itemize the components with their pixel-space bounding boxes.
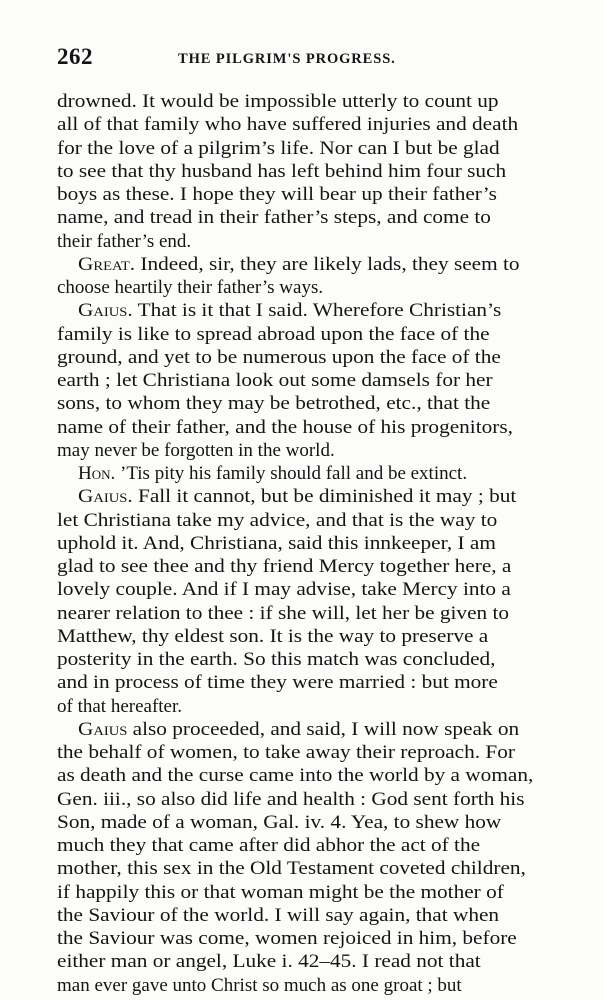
line-text: the Saviour was come, women rejoiced in him, before [57, 928, 517, 949]
line-text: for the love of a pilgrim’s life. Nor can I but be glad [57, 137, 500, 159]
text-line [57, 183, 497, 206]
text-line [57, 346, 501, 369]
text-line [78, 485, 516, 508]
text-line [57, 555, 511, 578]
line-text: ’Tis pity his family should fall and be extinct. [115, 463, 468, 484]
book-title: THE PILGRIM'S PROGRESS. [178, 51, 396, 67]
line-text: Indeed, sir, they are likely lads, they seem to [135, 253, 520, 275]
text-line [57, 160, 506, 183]
speaker-name: Hon. [78, 463, 116, 484]
text-line [57, 695, 182, 718]
text-line [57, 369, 493, 392]
line-text: glad to see thee and thy friend Mercy together here, a [57, 556, 512, 577]
line-text: all of that family who have suffered injuries and death [57, 114, 519, 136]
line-text: either man or angel, Luke i. 42–45. I read not that [57, 951, 481, 973]
line-text: mother, this sex in the Old Testament coveted children, [57, 858, 526, 880]
text-line [57, 578, 511, 601]
line-text: That is it that I said. Wherefore Christian’s [132, 300, 502, 322]
text-line [57, 416, 513, 439]
text-line [57, 392, 490, 415]
speaker-name: Gaius [78, 718, 128, 740]
line-text: family is like to spread abroad upon the face of the [57, 323, 490, 345]
line-text: nearer relation to thee : if she will, let her be given to [57, 602, 510, 624]
line-text: and in process of time they were married : but more [57, 672, 498, 694]
line-text: posterity in the earth. So this match was concluded, [57, 649, 496, 670]
line-text: boys as these. I hope they will bear up their father’s [57, 184, 497, 205]
line-text: drowned. It would be impossible utterly to count up [57, 91, 499, 112]
line-text: earth ; let Christiana look out some damsels for her [57, 370, 493, 391]
text-line [57, 927, 517, 950]
line-text: to see that thy husband has left behind him four such [57, 160, 507, 182]
text-line [57, 648, 496, 671]
page-number: 262 [57, 44, 93, 69]
text-line [57, 602, 509, 625]
line-text: Son, made of a woman, Gal. iv. 4. Yea, to shew how [57, 811, 502, 833]
line-text: of that hereafter. [57, 695, 183, 717]
line-text: uphold it. And, Christiana, said this innkeeper, I am [57, 532, 496, 554]
text-line [57, 509, 497, 532]
text-line [78, 718, 519, 741]
line-text: Gen. iii., so also did life and health : God sent forth his [57, 788, 525, 810]
text-line [57, 230, 191, 253]
text-line [78, 462, 467, 485]
line-text: may never be forgotten in the world. [57, 439, 335, 461]
line-text: ground, and yet to be numerous upon the face of the [57, 346, 501, 368]
line-text: also proceeded, and said, I will now speak on [127, 718, 520, 740]
text-line [78, 253, 520, 276]
line-text: name of their father, and the house of his progenitors, [57, 416, 513, 438]
line-text: Matthew, thy eldest son. It is the way to preserve a [57, 625, 489, 647]
line-text: Fall it cannot, but be diminished it may ; but [132, 486, 517, 508]
line-text: their father’s end. [57, 230, 192, 252]
line-text: the behalf of women, to take away their reproach. For [57, 742, 515, 763]
line-text: the Saviour of the world. I will say again, that when [57, 904, 500, 926]
text-line [57, 741, 515, 764]
speaker-name: Great. [78, 253, 136, 275]
line-text: if happily this or that woman might be the mother of [57, 881, 504, 903]
text-line [78, 299, 501, 322]
text-line [57, 811, 501, 834]
text-line [57, 439, 335, 462]
text-line [57, 113, 518, 136]
text-line [57, 323, 490, 346]
line-text: name, and tread in their father’s steps, and come to [57, 207, 491, 229]
text-line [57, 881, 504, 904]
text-line [57, 625, 488, 648]
text-line [57, 834, 480, 857]
line-text: sons, to whom they may be betrothed, etc., that the [57, 393, 491, 415]
text-line [57, 671, 498, 694]
text-line [57, 764, 533, 787]
text-line [57, 857, 526, 880]
text-line [57, 904, 499, 927]
line-text: lovely couple. And if I may advise, take Mercy into a [57, 579, 511, 601]
text-line [57, 974, 462, 997]
text-line [57, 206, 491, 229]
line-text: man ever gave unto Christ so much as one groat ; but [57, 974, 462, 996]
line-text: as death and the curse came into the world by a woman, [57, 765, 534, 787]
line-text: let Christiana take my advice, and that is the way to [57, 509, 498, 531]
text-line [57, 788, 524, 811]
text-line [57, 90, 499, 113]
text-line [57, 137, 500, 160]
speaker-name: Gaius. [78, 486, 133, 508]
text-line [57, 950, 481, 973]
speaker-name: Gaius. [78, 300, 133, 322]
line-text: choose heartily their father’s ways. [57, 277, 324, 298]
line-text: much they that came after did abhor the act of the [57, 835, 481, 856]
running-head [57, 44, 437, 74]
text-line [57, 532, 496, 555]
text-line [57, 276, 323, 299]
